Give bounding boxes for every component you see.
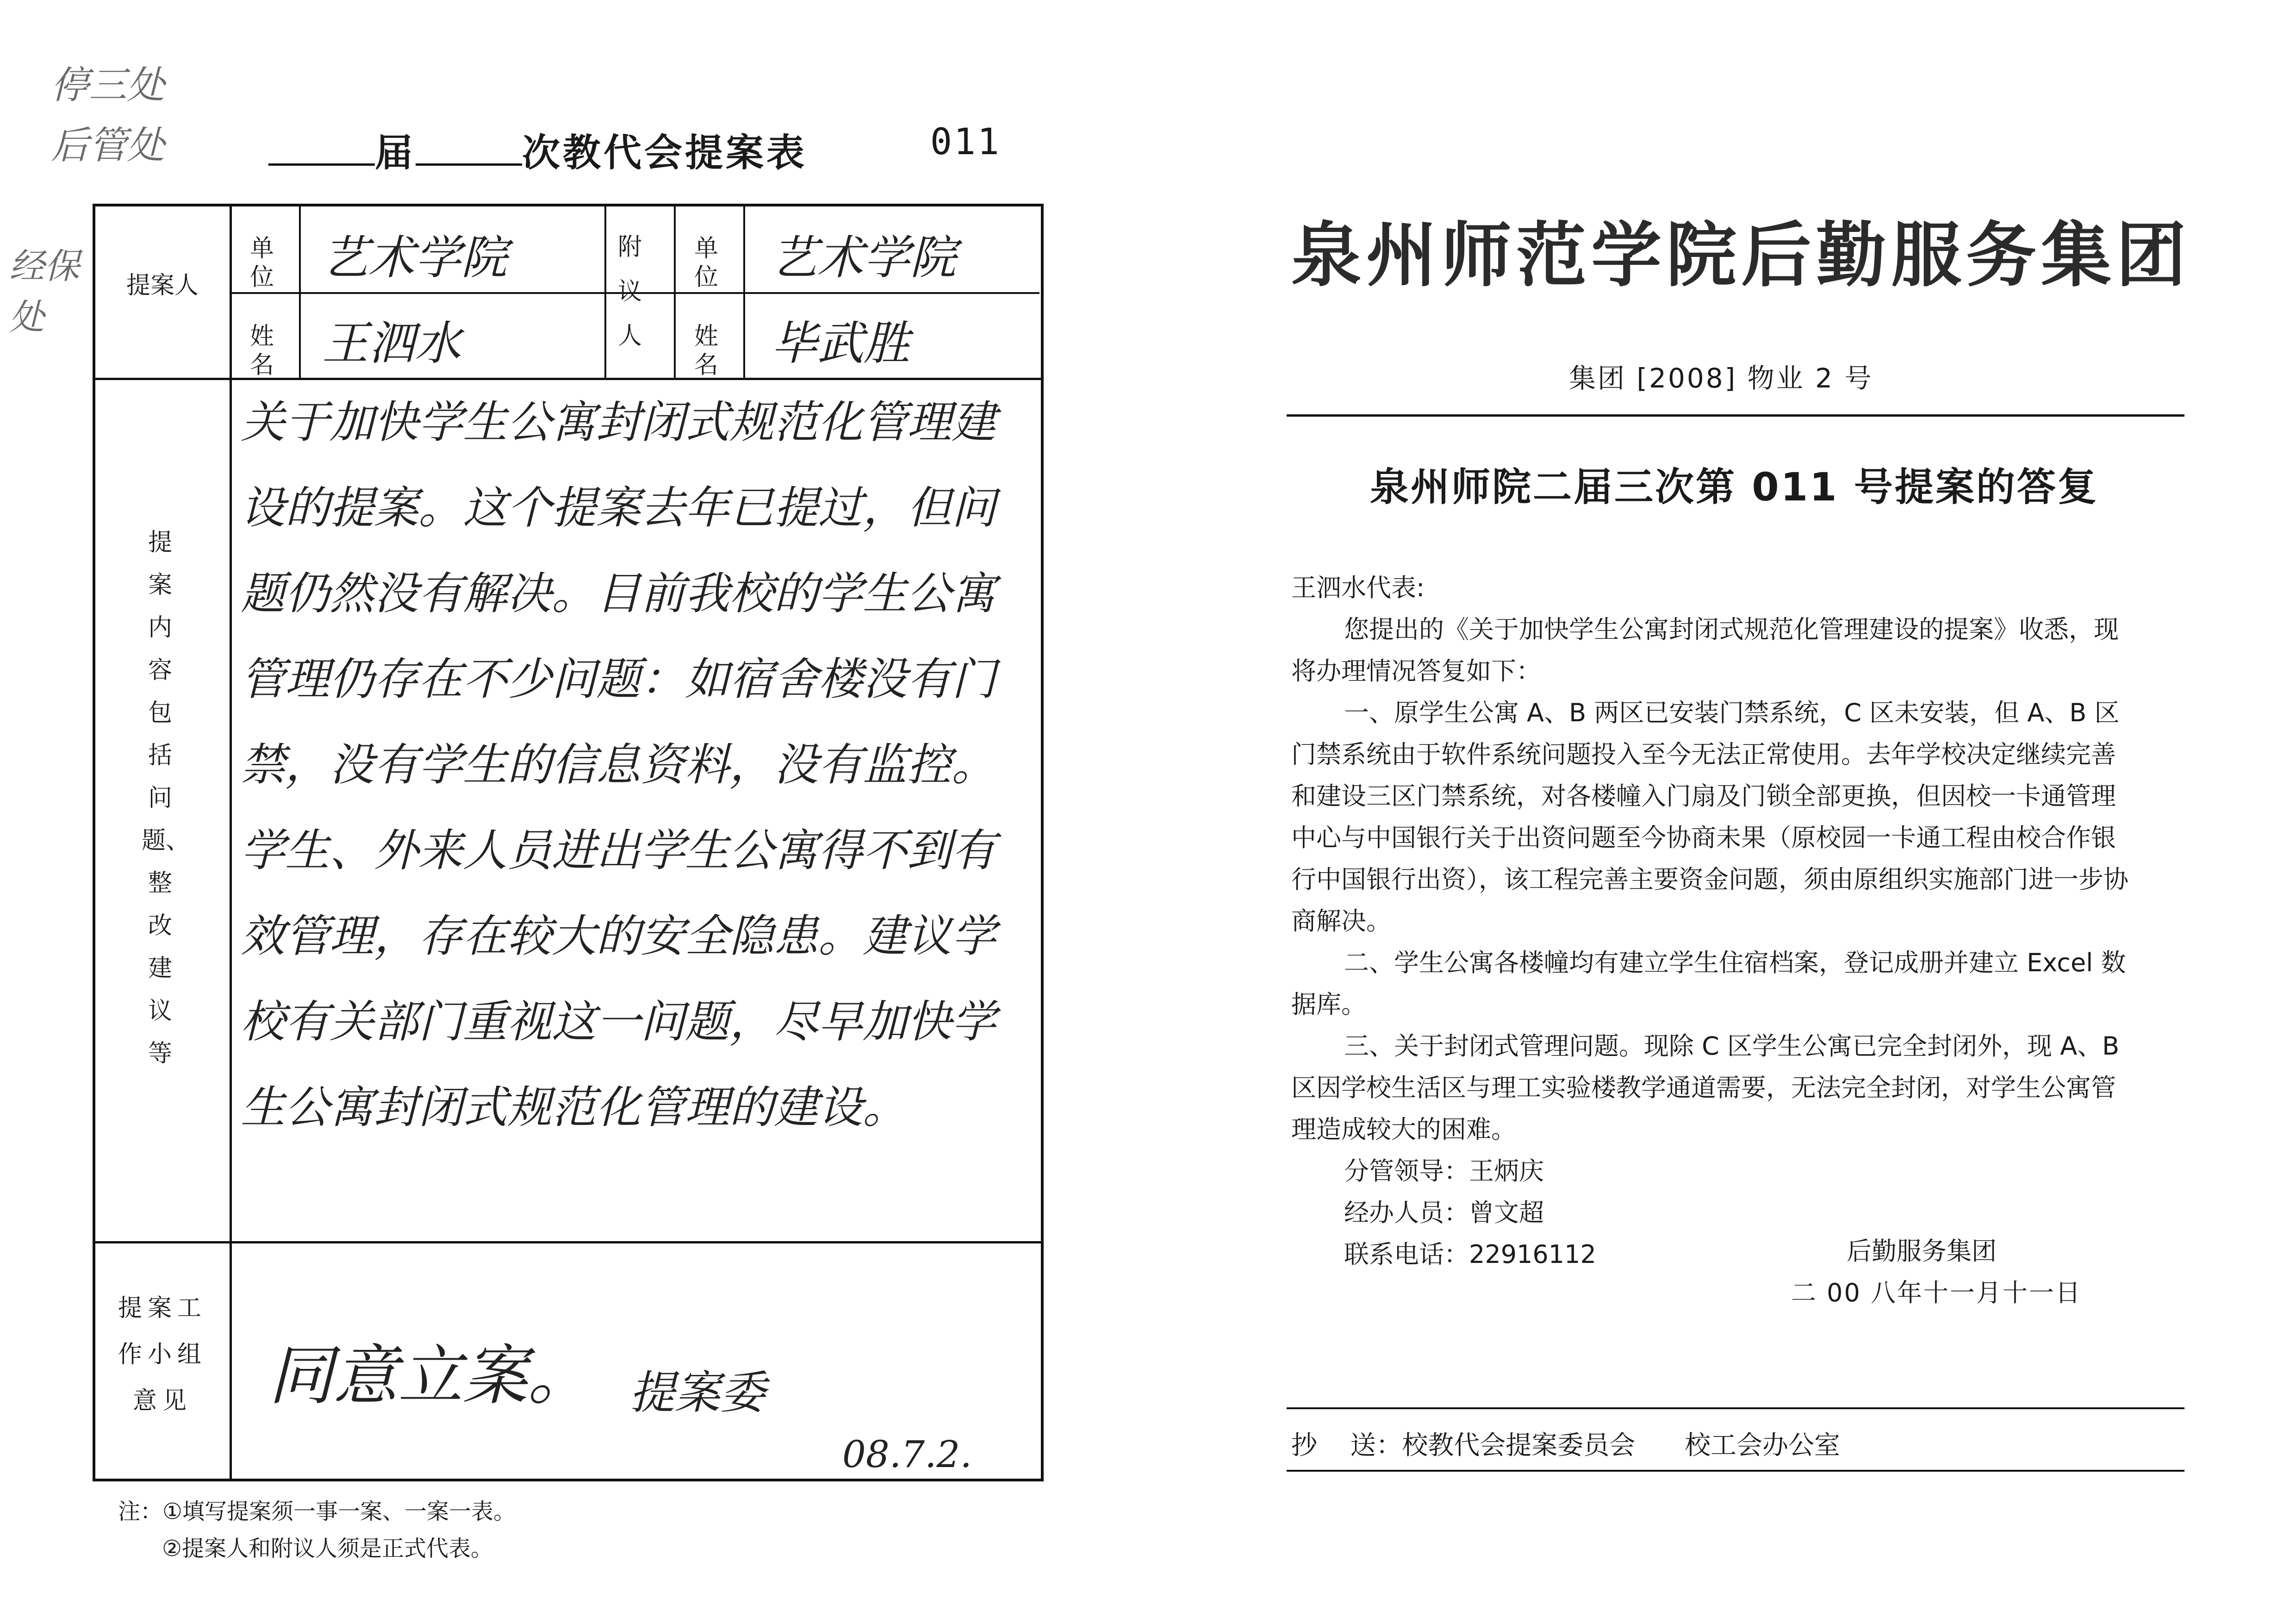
margin-handwritten-note: 停三处 后管处 — [51, 63, 165, 168]
proposer-unit-label: 单位 — [249, 235, 283, 292]
opinion-label: 提案工作小组意见 — [118, 1294, 207, 1415]
body-paragraph: 二、学生公寓各楼幢均有建立学生住宿档案，登记成册并建立 Excel 数据库。 — [1291, 948, 2126, 1019]
note-1: 注：①填写提案须一事一案、一案一表。 — [118, 1499, 516, 1524]
col-divider — [674, 206, 676, 378]
doc-subject: 泉州师院二届三次第 011 号提案的答复 — [1370, 464, 2098, 510]
proposer-label: 提案人 — [126, 272, 199, 300]
proposer-name-label: 姓名 — [249, 323, 283, 380]
body-paragraph: 一、原学生公寓 A、B 两区已安装门禁系统，C 区未安装，但 A、B 区门禁系统由于软件系统问题投入至今无法正常使用。去年学校决定继续完善和建设三区门禁系统，对各楼幢入门扇及门锁全部更换，但因校一卡通管理中心与中国银行关于出资问题至今协商未果（原校园一卡通工程由校合作银行中国银行出资），该工程完善主要资金问题，须由原组织实施部门进一步协商解决。 — [1291, 698, 2128, 936]
seconder-unit: 艺术学院 — [771, 231, 956, 285]
seconder-name-label: 姓名 — [694, 323, 728, 380]
phone-line: 联系电话：22916112 — [1344, 1240, 1596, 1269]
doc-body — [1291, 567, 2138, 1275]
opinion-date: 08.7.2. — [842, 1433, 972, 1476]
col-divider — [604, 206, 606, 378]
body-paragraph: 您提出的《关于加快学生公寓封闭式规范化管理建设的提案》收悉，现将办理情况答复如下： — [1291, 615, 2119, 686]
body-paragraph: 三、关于封闭式管理问题。现除 C 区学生公寓已完全封闭外，现 A、B 区因学校生活区与理工实验楼教学通道需要，无法完全封闭，对学生公寓管理造成较大的困难。 — [1291, 1031, 2120, 1144]
col-divider — [230, 206, 232, 1479]
col-divider — [743, 206, 745, 378]
form-notes — [118, 1493, 516, 1567]
leader-line: 分管领导：王炳庆 — [1344, 1156, 1544, 1186]
doc-number: 集团 [2008] 物业 2 号 — [1569, 362, 1873, 394]
sender: 后勤服务集团 — [1847, 1237, 1997, 1266]
seconder-label: 附议人 — [617, 233, 642, 350]
opinion-signature: 提案委 — [629, 1367, 766, 1419]
doc-date: 二 00 八年十一月十一日 — [1791, 1278, 2082, 1307]
note-2: ②提案人和附议人须是正式代表。 — [162, 1536, 493, 1562]
blank-meeting — [416, 136, 522, 166]
col-divider — [299, 206, 301, 378]
cc-rule-bottom — [1287, 1470, 2184, 1472]
blank-session — [268, 136, 375, 166]
cc-rule-top — [1287, 1407, 2184, 1409]
proposer-unit: 艺术学院 — [322, 231, 507, 285]
header-rule — [1287, 414, 2184, 417]
cc-line: 抄 送：校教代会提案委员会 校工会办公室 — [1291, 1430, 1841, 1461]
row-divider — [95, 1241, 1041, 1243]
margin-handwritten-note-2: 经保处 — [9, 245, 80, 337]
seconder-unit-label: 单位 — [694, 235, 728, 292]
handler-line: 经办人员：曾文超 — [1344, 1198, 1544, 1227]
opinion-text: 同意立案。 — [268, 1338, 593, 1414]
doc-header: 泉州师范学院后勤服务集团 — [1291, 214, 2191, 296]
seconder-name: 毕武胜 — [771, 316, 910, 370]
form-title: 届 次教代会提案表 — [268, 123, 807, 177]
proposal-content: 关于加快学生公寓封闭式规范化管理建设的提案。这个提案去年已提过，但问题仍然没有解决。目前我校的学生公寓管理仍存在不少问题：如宿舍楼没有门禁，没有学生的信息资料，没有监控。学生、外来人员进出学生公寓得不到有效管理，存在较大的安全隐患。建议学校有关部门重视这一问题，尽早加快学生公寓封闭式规范化管理的建设。 — [241, 396, 996, 1133]
content-label: 提案内容 包括问题、整改建议等 — [142, 529, 190, 1068]
salutation: 王泗水代表: — [1291, 573, 1425, 602]
form-number: 011 — [930, 121, 1001, 163]
proposer-name: 王泗水 — [322, 316, 461, 370]
